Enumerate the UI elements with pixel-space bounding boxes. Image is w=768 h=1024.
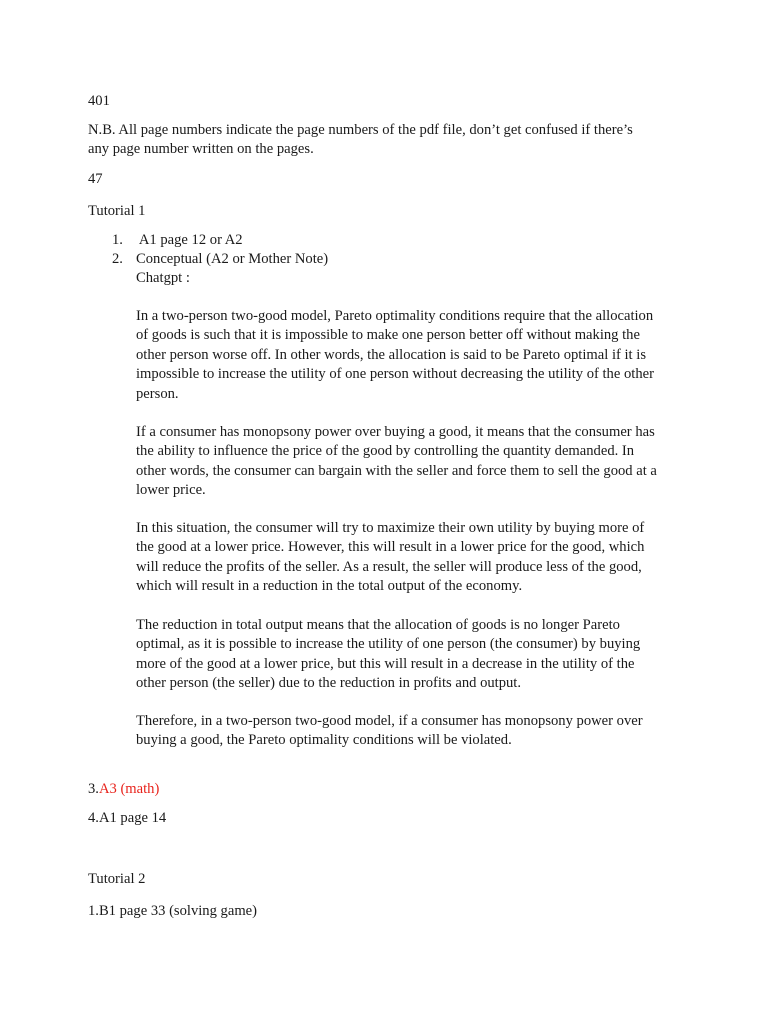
item-3-text: A3 (math) [98,781,160,797]
list-item-number: 2. [112,251,123,268]
item-3-line [88,780,159,799]
list-item [112,250,328,269]
paragraph-line: buying a good, the Pareto optimality conditions will be violated. [136,732,512,749]
list-item-text: Conceptual (A2 or Mother Note) [136,251,329,268]
answer-paragraph-3 [136,519,644,597]
answer-paragraph-2 [136,423,657,501]
tutorial-2-heading: Tutorial 2 [88,871,146,887]
paragraph-line: other person (the seller) due to the reduction in profits and output. [136,675,522,692]
item-4-line: 4.A1 page 14 [88,810,167,826]
paragraph-line: will reduce the profits of the seller. As a result, the seller will produce less of the good, [136,558,642,575]
item-3-number: 3. [88,781,99,797]
paragraph-line: lower price. [136,482,206,499]
paragraph-line: other words, the consumer can bargain with the seller and force them to sell the good at a [136,462,657,479]
paragraph-line: other person worse off. In other words, the allocation is said to be Pareto optimal if it is [136,346,646,363]
count-value: 47 [88,171,103,187]
paragraph-line: optimal, as it is possible to increase the utility of one person (the consumer) by buying [136,636,641,653]
answer-paragraph-4 [136,616,640,694]
answer-paragraph-5 [136,712,643,751]
note-line: N.B. All page numbers indicate the page numbers of the pdf file, don’t get confused if there’s [88,122,633,138]
list-item [112,231,328,250]
paragraph-line: In a two-person two-good model, Pareto optimality conditions require that the allocation [136,308,654,324]
paragraph-line: which will result in a reduction in the total output of the economy. [136,578,523,595]
answer-paragraph-1 [136,307,654,404]
paragraph-line: the good at a lower price. However, this will result in a lower price for the good, which [136,539,645,556]
paragraph-line: person. [136,385,179,402]
paragraph-line: In this situation, the consumer will try to maximize their own utility by buying more of [136,520,645,536]
tutorial-1-list [112,231,328,270]
list-item-text: A1 page 12 or A2 [136,232,243,248]
paragraph-line: impossible to increase the utility of one person without decreasing the utility of the other [136,366,654,383]
page-number-heading: 401 [88,93,110,109]
chatgpt-label: Chatgpt : [136,270,190,286]
paragraph-line: The reduction in total output means that the allocation of goods is no longer Pareto [136,617,620,633]
paragraph-line: of goods is such that it is impossible to make one person better off without making the [136,327,640,344]
note-line: any page number written on the pages. [88,141,314,158]
note-paragraph [88,121,633,160]
paragraph-line: Therefore, in a two-person two-good model, if a consumer has monopsony power over [136,713,643,729]
paragraph-line: the ability to influence the price of the good by controlling the quantity demanded. In [136,443,635,460]
tutorial-1-heading: Tutorial 1 [88,203,146,219]
paragraph-line: more of the good at a lower price, but this will result in a decrease in the utility of the [136,655,635,672]
list-item-number: 1. [112,232,123,248]
tutorial-2-item-1: 1.B1 page 33 (solving game) [88,903,258,919]
paragraph-line: If a consumer has monopsony power over buying a good, it means that the consumer has [136,424,655,440]
